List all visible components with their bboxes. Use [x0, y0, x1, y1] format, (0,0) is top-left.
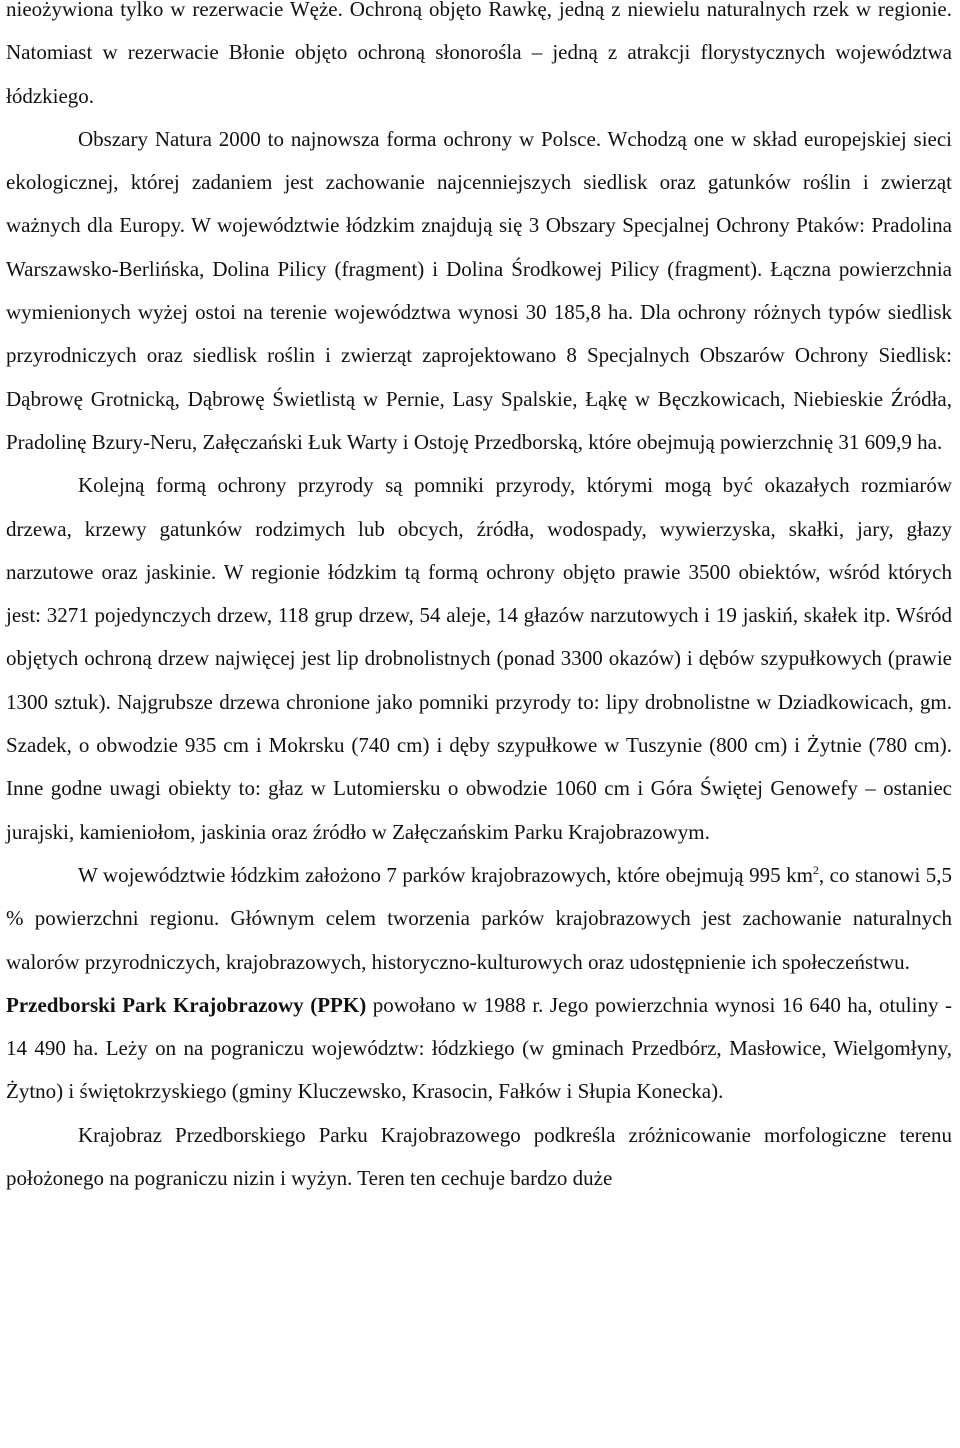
ppk-text: powołano w 1988 r. Jego powierzchnia wynosi 16 640 ha, otuliny - 14 490 ha. Leży on na pograniczu województw: łódzkiego (w gminach Przedbórz, Masłowice, Wielgomłyny, Żytno) i świętokrzyskiego (gminy Kluczewsko, Krasocin, Fałków i Słupia Konecka).	[6, 992, 953, 1104]
ppk-heading: Przedborski Park Krajobrazowy (PPK)	[6, 992, 367, 1017]
landscape-parks-text: W województwie łódzkim założono 7 parków krajobrazowych, które obejmują 995 km	[78, 862, 813, 887]
paragraph-landscape: Krajobraz Przedborskiego Parku Krajobrazowego podkreśla zróżnicowanie morfologiczne terenu położonego na pograniczu nizin i wyżyn. Teren ten cechuje bardzo duże	[6, 1122, 952, 1191]
paragraph-reserves: nieożywiona tylko w rezerwacie Węże. Ochroną objęto Rawkę, jedną z niewielu naturalnych rzek w regionie. Natomiast w rezerwacie Błonie objęto ochroną słonorośla – jedną z atrakcji florystycznych województwa łódzkiego.	[6, 0, 952, 108]
paragraph-ppk	[6, 984, 952, 1114]
paragraph-natural-monuments: Kolejną formą ochrony przyrody są pomniki przyrody, którymi mogą być okazałych rozmiarów drzewa, krzewy gatunków rodzimych lub obcych, źródła, wodospady, wywierzyska, skałki, jary, głazy narzutowe oraz jaskinie. W regionie łódzkim tą formą ochrony objęto prawie 3500 obiektów, wśród których jest: 3271 pojedynczych drzew, 118 grup drzew, 54 aleje, 14 głazów narzutowych i 19 jaskiń, skałek itp. Wśród objętych ochroną drzew najwięcej jest lip drobnolistnych (ponad 3300 okazów) i dębów szypułkowych (prawie 1300 sztuk). Najgrubsze drzewa chronione jako pomniki przyrody to: lipy drobnolistne w Dziadkowicach, gm. Szadek, o obwodzie 935 cm i Mokrsku (740 cm) i dęby szypułkowe w Tuszynie (800 cm) i Żytnie (780 cm). Inne godne uwagi obiekty to: głaz w Lutomiersku o obwodzie 1060 cm i Góra Świętej Genowefy – ostaniec jurajski, kamieniołom, jaskinia oraz źródło w Załęczańskim Parku Krajobrazowym.	[6, 473, 952, 844]
paragraph-landscape-parks	[6, 854, 952, 984]
paragraph-natura-2000: Obszary Natura 2000 to najnowsza forma ochrony w Polsce. Wchodzą one w skład europejskiej sieci ekologicznej, której zadaniem jest zachowanie najcenniejszych siedlisk oraz gatunków roślin i zwierząt ważnych dla Europy. W województwie łódzkim znajdują się 3 Obszary Specjalnej Ochrony Ptaków: Pradolina Warszawsko-Berlińska, Dolina Pilicy (fragment) i Dolina Środkowej Pilicy (fragment). Łączna powierzchnia wymienionych wyżej ostoi na terenie województwa wynosi 30 185,8 ha. Dla ochrony różnych typów siedlisk przyrodniczych oraz siedlisk roślin i zwierząt zaprojektowano 8 Specjalnych Obszarów Ochrony Siedlisk: Dąbrowę Grotnicką, Dąbrowę Świetlistą w Pernie, Lasy Spalskie, Łąkę w Bęczkowicach, Niebieskie Źródła, Pradolinę Bzury-Neru, Załęczański Łuk Warty i Ostoję Przedborską, które obejmują powierzchnię 31 609,9 ha.	[6, 126, 952, 454]
landscape-parks-text-cont: , co stanowi 5,5 % powierzchni regionu. Głównym celem tworzenia parków krajobrazowych jest zachowanie naturalnych walorów przyrodniczych, krajobrazowych, historyczno-kulturowych oraz udostępnienie ich społeczeństwu.	[6, 862, 952, 974]
superscript-2: 2	[812, 862, 819, 877]
document-page	[6, 0, 952, 1200]
